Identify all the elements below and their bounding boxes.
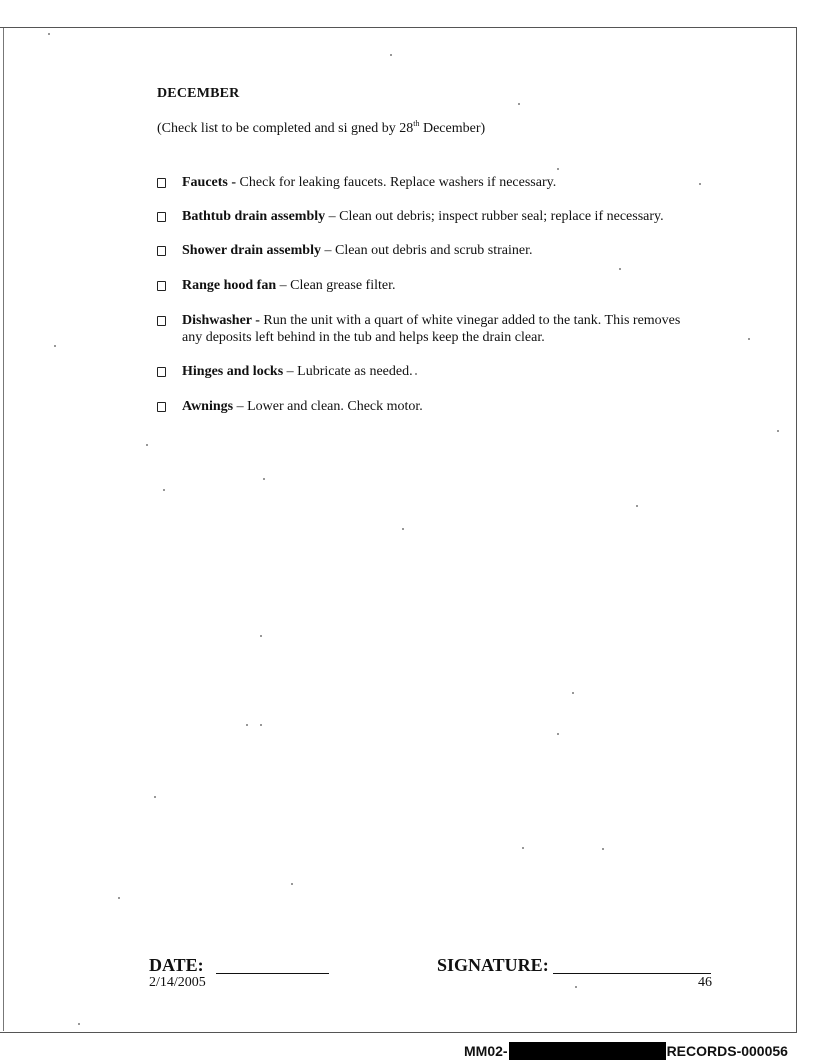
scan-speck	[575, 986, 577, 988]
item-title: Faucets -	[182, 175, 237, 190]
month-heading: DECEMBER	[157, 86, 240, 101]
item-title: Bathtub drain assembly	[182, 209, 326, 224]
scan-speck	[291, 883, 293, 885]
checklist-instruction	[157, 121, 485, 137]
bates-stamp	[464, 1042, 788, 1060]
empty-checkbox-icon[interactable]	[157, 316, 166, 326]
redaction-bar	[509, 1042, 666, 1060]
scan-speck	[260, 635, 262, 637]
scan-speck	[260, 724, 262, 726]
empty-checkbox-icon[interactable]	[157, 212, 166, 222]
date-entry-line[interactable]	[216, 973, 329, 974]
checklist-item-faucets	[157, 174, 687, 191]
scan-speck	[54, 345, 56, 347]
instruction-superscript: th	[413, 119, 420, 128]
scan-speck	[522, 847, 524, 849]
scan-speck	[572, 692, 574, 694]
scan-speck	[557, 733, 559, 735]
scan-speck	[78, 1023, 80, 1025]
item-title: Hinges and locks	[182, 364, 284, 379]
document-date: 2/14/2005	[149, 975, 206, 990]
scan-speck	[246, 724, 248, 726]
empty-checkbox-icon[interactable]	[157, 367, 166, 377]
instruction-text-end: December)	[419, 121, 486, 136]
signature-entry-line[interactable]	[553, 973, 711, 974]
item-text: Run the unit with a quart of white vinegar added to the tank. This removes any deposits left behind in the tub and helps keep the drain clear.	[182, 313, 681, 345]
checklist-item-dishwasher	[157, 312, 687, 346]
checklist-item-awnings	[157, 398, 687, 415]
scan-speck	[402, 528, 404, 530]
scan-speck	[263, 478, 265, 480]
empty-checkbox-icon[interactable]	[157, 402, 166, 412]
item-text: – Clean grease filter.	[276, 278, 396, 293]
scan-speck	[390, 54, 392, 56]
scan-speck	[163, 489, 165, 491]
checklist-item-bathtub-drain	[157, 208, 687, 225]
instruction-text: (Check list to be completed and si gned by 28	[157, 121, 414, 136]
item-title: Shower drain assembly	[182, 243, 321, 258]
scan-speck	[748, 338, 750, 340]
item-title: Dishwasher -	[182, 313, 260, 328]
scan-speck	[699, 183, 701, 185]
page-number: 46	[698, 975, 712, 990]
scan-speck	[48, 33, 50, 35]
bates-prefix: MM02-	[464, 1043, 508, 1059]
scan-speck	[636, 505, 638, 507]
item-title: Range hood fan	[182, 278, 277, 293]
item-text: – Lubricate as needed.	[283, 364, 413, 379]
empty-checkbox-icon[interactable]	[157, 281, 166, 291]
checklist-item-hinges-locks	[157, 363, 687, 380]
item-text: Check for leaking faucets. Replace washers if necessary.	[236, 175, 557, 190]
date-label: DATE:	[149, 955, 204, 975]
scan-speck	[602, 848, 604, 850]
checklist-item-range-hood-fan	[157, 277, 687, 294]
item-text: – Clean out debris and scrub strainer.	[320, 243, 533, 258]
bates-suffix: RECORDS-000056	[666, 1043, 788, 1059]
item-title: Awnings	[182, 399, 234, 414]
scan-speck	[777, 430, 779, 432]
empty-checkbox-icon[interactable]	[157, 178, 166, 188]
scan-speck	[518, 103, 520, 105]
signature-label: SIGNATURE:	[437, 955, 549, 975]
empty-checkbox-icon[interactable]	[157, 246, 166, 256]
maintenance-checklist	[157, 174, 687, 432]
item-text: – Clean out debris; inspect rubber seal; replace if necessary.	[325, 209, 664, 224]
scan-speck	[154, 796, 156, 798]
scan-speck	[146, 444, 148, 446]
checklist-item-shower-drain	[157, 242, 687, 259]
item-text: – Lower and clean. Check motor.	[233, 399, 423, 414]
scan-speck	[118, 897, 120, 899]
scan-speck	[557, 168, 559, 170]
